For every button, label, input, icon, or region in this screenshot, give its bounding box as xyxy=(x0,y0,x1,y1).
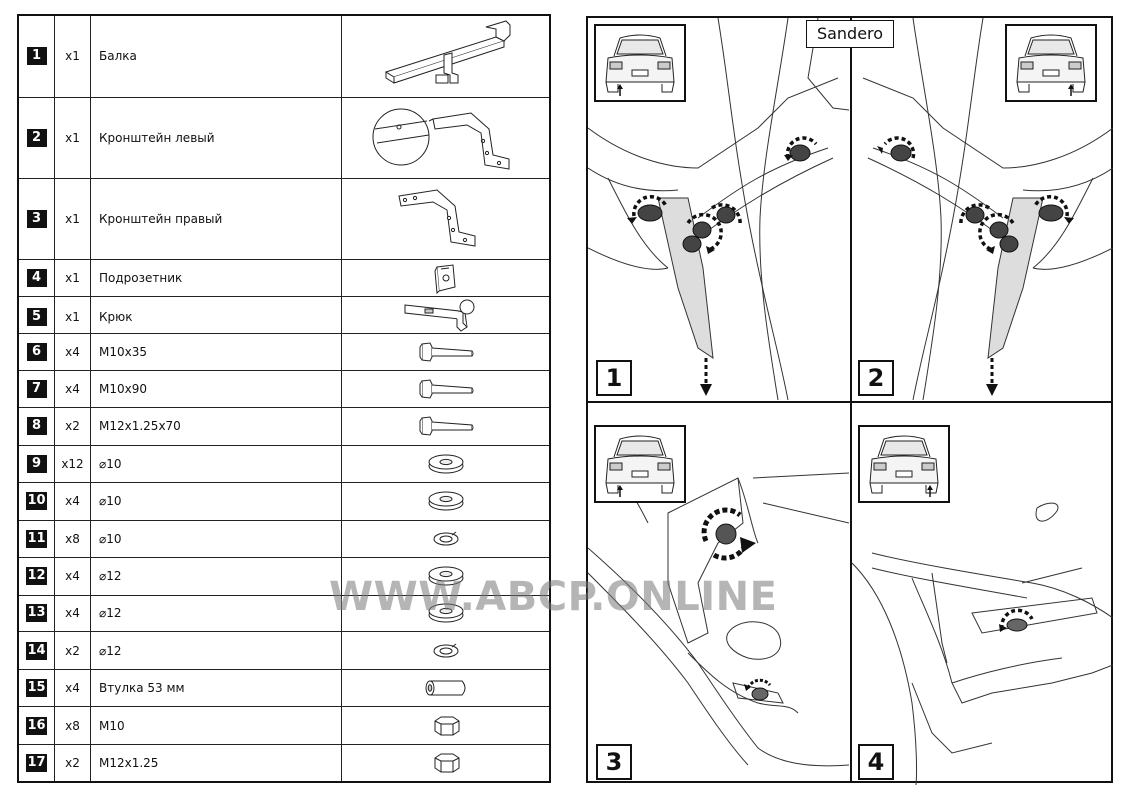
nut-icon xyxy=(342,745,549,781)
model-label: Sandero xyxy=(806,20,894,48)
part-number-badge: 1 xyxy=(27,47,47,65)
part-quantity: x1 xyxy=(55,260,91,296)
part-number-cell xyxy=(19,521,55,557)
part-row xyxy=(19,632,549,670)
part-number-badge: 16 xyxy=(27,717,46,733)
car-rear-icon xyxy=(596,26,684,100)
part-row xyxy=(19,98,549,179)
part-quantity: x12 xyxy=(55,446,91,482)
washer-icon xyxy=(342,483,549,520)
bolt-icon xyxy=(342,371,549,407)
part-quantity: x4 xyxy=(55,483,91,520)
part-quantity: x8 xyxy=(55,521,91,557)
part-number-cell xyxy=(19,98,55,178)
part-number-badge: 3 xyxy=(27,210,47,228)
part-row xyxy=(19,745,549,781)
installation-steps xyxy=(586,16,1113,783)
part-number-cell xyxy=(19,745,55,781)
part-number-cell xyxy=(19,297,55,337)
part-row xyxy=(19,521,549,558)
car-rear-thumbnail xyxy=(594,425,686,503)
part-name: M10x35 xyxy=(91,334,342,370)
part-row xyxy=(19,334,549,371)
step-number-2: 2 xyxy=(858,360,894,396)
car-rear-thumbnail xyxy=(594,24,686,102)
watermark: WWW.ABCP.ONLINE xyxy=(329,574,778,620)
part-number-cell xyxy=(19,446,55,482)
car-rear-thumbnail xyxy=(1005,24,1097,102)
part-row xyxy=(19,408,549,446)
step-panel-1 xyxy=(588,18,849,400)
part-number-badge: 10 xyxy=(27,493,46,509)
spring-washer-icon xyxy=(342,521,549,557)
part-row xyxy=(19,670,549,707)
part-quantity: x4 xyxy=(55,670,91,706)
part-number-badge: 5 xyxy=(27,308,47,326)
part-number-cell xyxy=(19,596,55,632)
part-number-cell xyxy=(19,632,55,669)
beam-icon xyxy=(342,16,549,97)
car-rear-icon xyxy=(596,427,684,501)
part-quantity: x8 xyxy=(55,707,91,744)
part-row xyxy=(19,16,549,98)
part-number-badge: 8 xyxy=(27,417,47,435)
parts-table xyxy=(17,14,551,783)
bolt-icon xyxy=(342,334,549,370)
left-bracket-icon xyxy=(342,98,549,178)
step-number-4: 4 xyxy=(858,744,894,780)
part-quantity: x1 xyxy=(55,98,91,178)
nut-icon xyxy=(342,707,549,744)
part-quantity: x2 xyxy=(55,632,91,669)
part-number-cell xyxy=(19,16,55,97)
part-name: ⌀12 xyxy=(91,558,342,595)
part-name: ⌀12 xyxy=(91,596,342,632)
part-quantity: x2 xyxy=(55,745,91,781)
part-number-cell xyxy=(19,334,55,370)
part-number-badge: 12 xyxy=(27,568,46,584)
part-name: ⌀10 xyxy=(91,483,342,520)
part-name: Подрозетник xyxy=(91,260,342,296)
part-number-cell xyxy=(19,371,55,407)
car-rear-thumbnail xyxy=(858,425,950,503)
part-quantity: x1 xyxy=(55,297,91,337)
bushing-icon xyxy=(342,670,549,706)
part-number-badge: 2 xyxy=(27,129,47,147)
part-row xyxy=(19,260,549,297)
part-number-cell xyxy=(19,558,55,595)
part-number-badge: 15 xyxy=(27,680,46,696)
part-name: M10x90 xyxy=(91,371,342,407)
right-bracket-icon xyxy=(342,179,549,260)
part-row xyxy=(19,707,549,745)
part-name: Кронштейн левый xyxy=(91,98,342,178)
part-name: Балка xyxy=(91,16,342,97)
part-quantity: x4 xyxy=(55,558,91,595)
part-number-badge: 14 xyxy=(27,642,46,658)
part-quantity: x1 xyxy=(55,179,91,260)
socket-plate-icon xyxy=(342,260,549,296)
step-number-3: 3 xyxy=(596,744,632,780)
spring-washer-icon xyxy=(342,632,549,669)
part-quantity: x2 xyxy=(55,408,91,445)
part-number-badge: 13 xyxy=(27,605,46,621)
part-row xyxy=(19,371,549,408)
part-row xyxy=(19,446,549,483)
part-quantity: x4 xyxy=(55,596,91,632)
part-row xyxy=(19,297,549,334)
part-name: Крюк xyxy=(91,297,342,337)
car-rear-icon xyxy=(1007,26,1095,100)
tow-hook-icon xyxy=(342,297,549,337)
part-name: Кронштейн правый xyxy=(91,179,342,260)
part-number-badge: 17 xyxy=(27,755,46,771)
part-name: M12x1.25x70 xyxy=(91,408,342,445)
part-name: ⌀10 xyxy=(91,521,342,557)
car-rear-icon xyxy=(860,427,948,501)
step-panel-2 xyxy=(852,18,1113,400)
part-number-cell xyxy=(19,670,55,706)
part-number-badge: 6 xyxy=(27,343,47,361)
part-number-cell xyxy=(19,260,55,296)
part-quantity: x4 xyxy=(55,371,91,407)
part-quantity: x4 xyxy=(55,334,91,370)
part-quantity: x1 xyxy=(55,16,91,97)
part-number-cell xyxy=(19,408,55,445)
part-name: M12x1.25 xyxy=(91,745,342,781)
bolt-icon xyxy=(342,408,549,445)
part-row xyxy=(19,179,549,261)
part-name: ⌀10 xyxy=(91,446,342,482)
part-number-cell xyxy=(19,483,55,520)
washer-icon xyxy=(342,446,549,482)
part-number-cell xyxy=(19,707,55,744)
part-number-badge: 9 xyxy=(27,455,47,473)
part-row xyxy=(19,483,549,521)
part-number-cell xyxy=(19,179,55,260)
part-name: Втулка 53 мм xyxy=(91,670,342,706)
step-panel-4 xyxy=(852,403,1113,785)
step-number-1: 1 xyxy=(596,360,632,396)
part-number-badge: 7 xyxy=(27,380,47,398)
part-name: ⌀12 xyxy=(91,632,342,669)
part-number-badge: 4 xyxy=(27,269,47,287)
part-name: M10 xyxy=(91,707,342,744)
part-number-badge: 11 xyxy=(27,530,46,546)
